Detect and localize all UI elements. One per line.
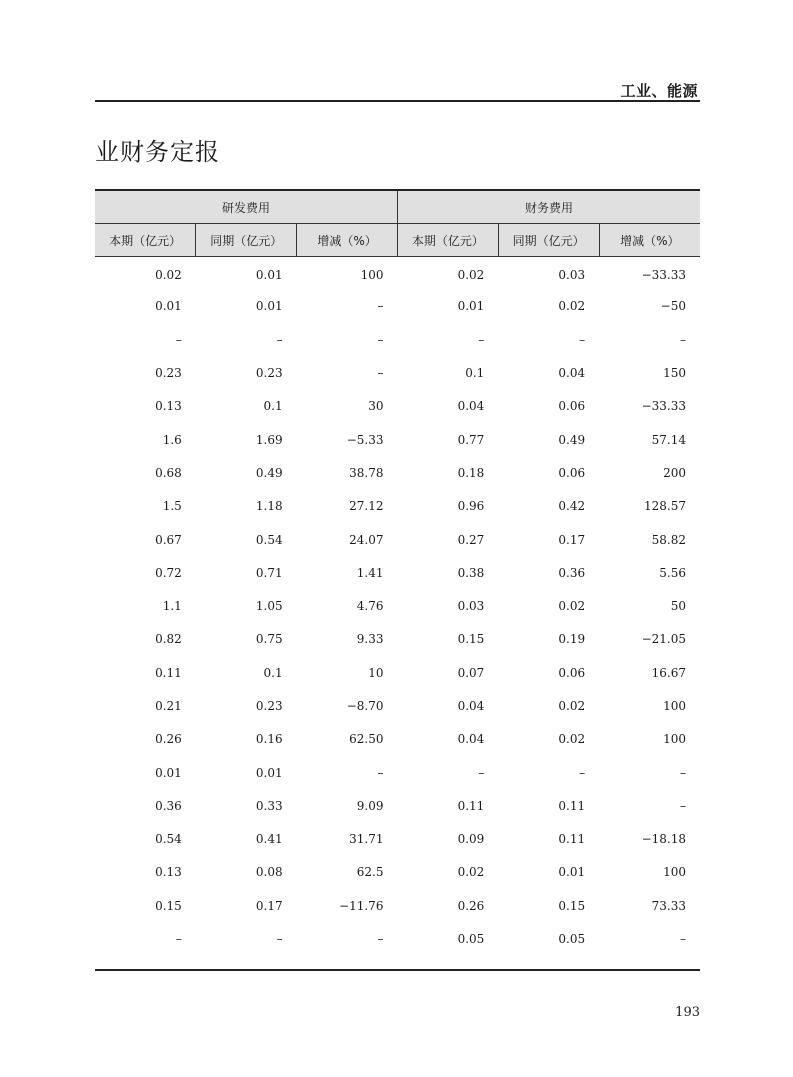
table-row bbox=[95, 922, 700, 955]
table-cell: 0.26 bbox=[457, 898, 485, 913]
table-cell: 0.11 bbox=[558, 798, 586, 813]
table-row bbox=[95, 390, 700, 423]
table-cell: 0.75 bbox=[255, 632, 283, 647]
table-row bbox=[95, 423, 700, 456]
table-cell: 73.33 bbox=[651, 898, 686, 913]
table-cell: 0.54 bbox=[155, 832, 182, 847]
table-cell: 0.02 bbox=[558, 599, 586, 614]
table-cell: – bbox=[276, 332, 283, 347]
table-row bbox=[95, 856, 700, 889]
table-row bbox=[95, 523, 700, 556]
table-cell: 50 bbox=[670, 599, 686, 614]
table-cell: 1.5 bbox=[162, 499, 182, 514]
table-cell: 0.17 bbox=[558, 532, 586, 547]
table-cell: 0.1 bbox=[263, 399, 283, 414]
table-cell: 150 bbox=[663, 366, 686, 381]
table-cell: −5.33 bbox=[346, 432, 384, 447]
table-cell: 31.71 bbox=[349, 832, 384, 847]
table-cell: 0.49 bbox=[558, 432, 586, 447]
table-cell: 0.18 bbox=[457, 465, 485, 480]
table-cell: – bbox=[680, 765, 686, 780]
table-cell: −33.33 bbox=[641, 399, 686, 414]
column-header: 同期（亿元） bbox=[498, 224, 599, 257]
table-cell: 0.1 bbox=[465, 366, 485, 381]
header-rule bbox=[95, 100, 700, 102]
table-cell: 0.01 bbox=[155, 765, 182, 780]
table-cell: 0.68 bbox=[155, 465, 182, 480]
table-cell: 0.01 bbox=[155, 299, 182, 314]
table-cell: 0.54 bbox=[255, 532, 283, 547]
table-cell: 0.42 bbox=[558, 499, 586, 514]
table-row bbox=[95, 889, 700, 922]
table-row bbox=[95, 656, 700, 689]
table-cell: 0.11 bbox=[558, 832, 586, 847]
group-header-rd: 研发费用 bbox=[95, 190, 397, 224]
table-cell: 0.13 bbox=[155, 865, 182, 880]
table-cell: 0.01 bbox=[255, 765, 283, 780]
table-cell: 0.26 bbox=[155, 732, 182, 747]
table-cell: 0.15 bbox=[155, 898, 182, 913]
table-cell: 0.23 bbox=[255, 699, 283, 713]
table-cell: 0.27 bbox=[457, 532, 485, 547]
table-cell: −21.05 bbox=[641, 632, 686, 647]
table-cell: 5.56 bbox=[659, 565, 686, 580]
table-cell: 0.02 bbox=[558, 732, 586, 747]
table-cell: 0.13 bbox=[155, 399, 182, 414]
table-cell: 0.01 bbox=[255, 299, 283, 314]
table-cell: 1.41 bbox=[356, 565, 384, 580]
table-cell: 24.07 bbox=[349, 532, 384, 547]
column-header: 增减（%） bbox=[599, 224, 700, 257]
table-cell: 0.02 bbox=[558, 299, 586, 314]
table-cell: 0.41 bbox=[255, 832, 283, 847]
table-cell: 57.14 bbox=[651, 432, 686, 447]
table-row bbox=[95, 789, 700, 822]
table-cell: 0.03 bbox=[457, 599, 485, 614]
table-cell: −18.18 bbox=[641, 832, 686, 847]
table-cell: – bbox=[377, 299, 384, 314]
table-cell: – bbox=[579, 332, 586, 347]
table-cell: 0.23 bbox=[155, 366, 182, 381]
table-row bbox=[95, 623, 700, 656]
table-cell: −8.70 bbox=[346, 699, 384, 713]
table-row bbox=[95, 490, 700, 523]
table-row bbox=[95, 756, 700, 789]
table-cell: 58.82 bbox=[651, 532, 686, 547]
table-cell: 9.33 bbox=[356, 632, 384, 647]
section-header: 工业、能源 bbox=[620, 82, 698, 100]
table-cell: 0.05 bbox=[457, 932, 485, 947]
column-header-row bbox=[95, 224, 700, 257]
table-cell: 62.50 bbox=[349, 732, 384, 747]
table-cell: 0.96 bbox=[457, 499, 485, 514]
table-cell: – bbox=[579, 765, 586, 780]
table-cell: 0.02 bbox=[457, 865, 485, 880]
table-cell: 0.04 bbox=[457, 732, 485, 747]
table-cell: – bbox=[377, 765, 384, 780]
table-cell: 0.16 bbox=[255, 732, 283, 747]
table-cell: – bbox=[377, 366, 384, 381]
table-cell: 0.02 bbox=[558, 699, 586, 713]
column-header: 增减（%） bbox=[297, 224, 398, 257]
table-cell: 0.71 bbox=[255, 565, 283, 580]
table-cell: 9.09 bbox=[356, 798, 384, 813]
financial-table bbox=[95, 189, 700, 956]
table-bottom-rule bbox=[95, 969, 700, 971]
table-cell: 0.08 bbox=[255, 865, 283, 880]
table-cell: – bbox=[478, 765, 485, 780]
table-cell: 100 bbox=[663, 699, 686, 713]
table-cell: 0.11 bbox=[155, 665, 182, 680]
table-cell: 0.07 bbox=[457, 665, 485, 680]
table-cell: 100 bbox=[360, 267, 384, 282]
table-cell: 10 bbox=[368, 665, 384, 680]
table-cell: – bbox=[478, 332, 485, 347]
group-header-row bbox=[95, 190, 700, 224]
table-row bbox=[95, 589, 700, 622]
table-cell: 16.67 bbox=[651, 665, 686, 680]
table-cell: 0.01 bbox=[255, 267, 283, 282]
table-row bbox=[95, 257, 700, 290]
table-cell: 27.12 bbox=[349, 499, 384, 514]
table-cell: 1.1 bbox=[162, 599, 182, 614]
table-row bbox=[95, 323, 700, 356]
table-cell: 0.67 bbox=[155, 532, 182, 547]
table-cell: 0.04 bbox=[457, 399, 485, 414]
table-cell: −11.76 bbox=[339, 898, 384, 913]
table-cell: 1.69 bbox=[255, 432, 283, 447]
table-cell: 0.49 bbox=[255, 465, 283, 480]
table-cell: 0.33 bbox=[255, 798, 283, 813]
table-cell: 0.15 bbox=[457, 632, 485, 647]
table-cell: 0.11 bbox=[457, 798, 485, 813]
table-cell: 0.06 bbox=[558, 465, 586, 480]
group-header-finance: 财务费用 bbox=[397, 190, 700, 224]
table-cell: – bbox=[175, 932, 182, 947]
table-cell: 62.5 bbox=[356, 865, 384, 880]
table-cell: 0.01 bbox=[558, 865, 586, 880]
table-cell: 0.72 bbox=[155, 565, 182, 580]
table-row bbox=[95, 290, 700, 323]
table-cell: 1.6 bbox=[162, 432, 182, 447]
table-cell: 0.01 bbox=[457, 299, 485, 314]
table-cell: 0.04 bbox=[457, 699, 485, 713]
table-cell: 0.77 bbox=[457, 432, 485, 447]
table-row bbox=[95, 689, 700, 722]
table-cell: – bbox=[680, 332, 686, 347]
table-cell: 38.78 bbox=[349, 465, 384, 480]
table-cell: 0.05 bbox=[558, 932, 586, 947]
table-cell: 0.15 bbox=[558, 898, 586, 913]
table-cell: 100 bbox=[663, 732, 686, 747]
table-cell: 200 bbox=[663, 465, 686, 480]
table-cell: – bbox=[680, 932, 686, 947]
table-row bbox=[95, 823, 700, 856]
table-cell: – bbox=[377, 932, 384, 947]
table-cell: 1.18 bbox=[255, 499, 283, 514]
table-cell: 0.02 bbox=[457, 267, 485, 282]
table-cell: 0.02 bbox=[155, 267, 182, 282]
column-header: 本期（亿元） bbox=[397, 224, 498, 257]
table-cell: – bbox=[377, 332, 384, 347]
table-cell: 128.57 bbox=[644, 499, 686, 514]
table-cell: – bbox=[680, 798, 686, 813]
table-cell: 100 bbox=[663, 865, 686, 880]
table-body bbox=[95, 257, 700, 956]
table-cell: 0.19 bbox=[558, 632, 586, 647]
table-cell: 0.1 bbox=[263, 665, 283, 680]
table-cell: 0.36 bbox=[155, 798, 182, 813]
table-cell: 0.06 bbox=[558, 399, 586, 414]
table-cell: 0.17 bbox=[255, 898, 283, 913]
table-row bbox=[95, 556, 700, 589]
table-cell: 0.04 bbox=[558, 366, 586, 381]
table-cell: – bbox=[276, 932, 283, 947]
table-cell: 4.76 bbox=[356, 599, 384, 614]
table-cell: −33.33 bbox=[641, 267, 686, 282]
page-number: 193 bbox=[675, 1005, 700, 1020]
column-header: 同期（亿元） bbox=[196, 224, 297, 257]
table-cell: 1.05 bbox=[255, 599, 283, 614]
table-cell: 0.23 bbox=[255, 366, 283, 381]
page-title: 业财务定报 bbox=[95, 138, 220, 166]
table-row bbox=[95, 723, 700, 756]
table-cell: 0.38 bbox=[457, 565, 485, 580]
table-cell: 30 bbox=[368, 399, 384, 414]
table-cell: 0.06 bbox=[558, 665, 586, 680]
column-header: 本期（亿元） bbox=[95, 224, 196, 257]
table-row bbox=[95, 356, 700, 389]
table-cell: −50 bbox=[660, 299, 686, 314]
table-cell: – bbox=[175, 332, 182, 347]
table-cell: 0.09 bbox=[457, 832, 485, 847]
table-cell: 0.36 bbox=[558, 565, 586, 580]
table-row bbox=[95, 456, 700, 489]
table-cell: 0.03 bbox=[558, 267, 586, 282]
table-cell: 0.82 bbox=[155, 632, 182, 647]
table-cell: 0.21 bbox=[155, 699, 182, 713]
